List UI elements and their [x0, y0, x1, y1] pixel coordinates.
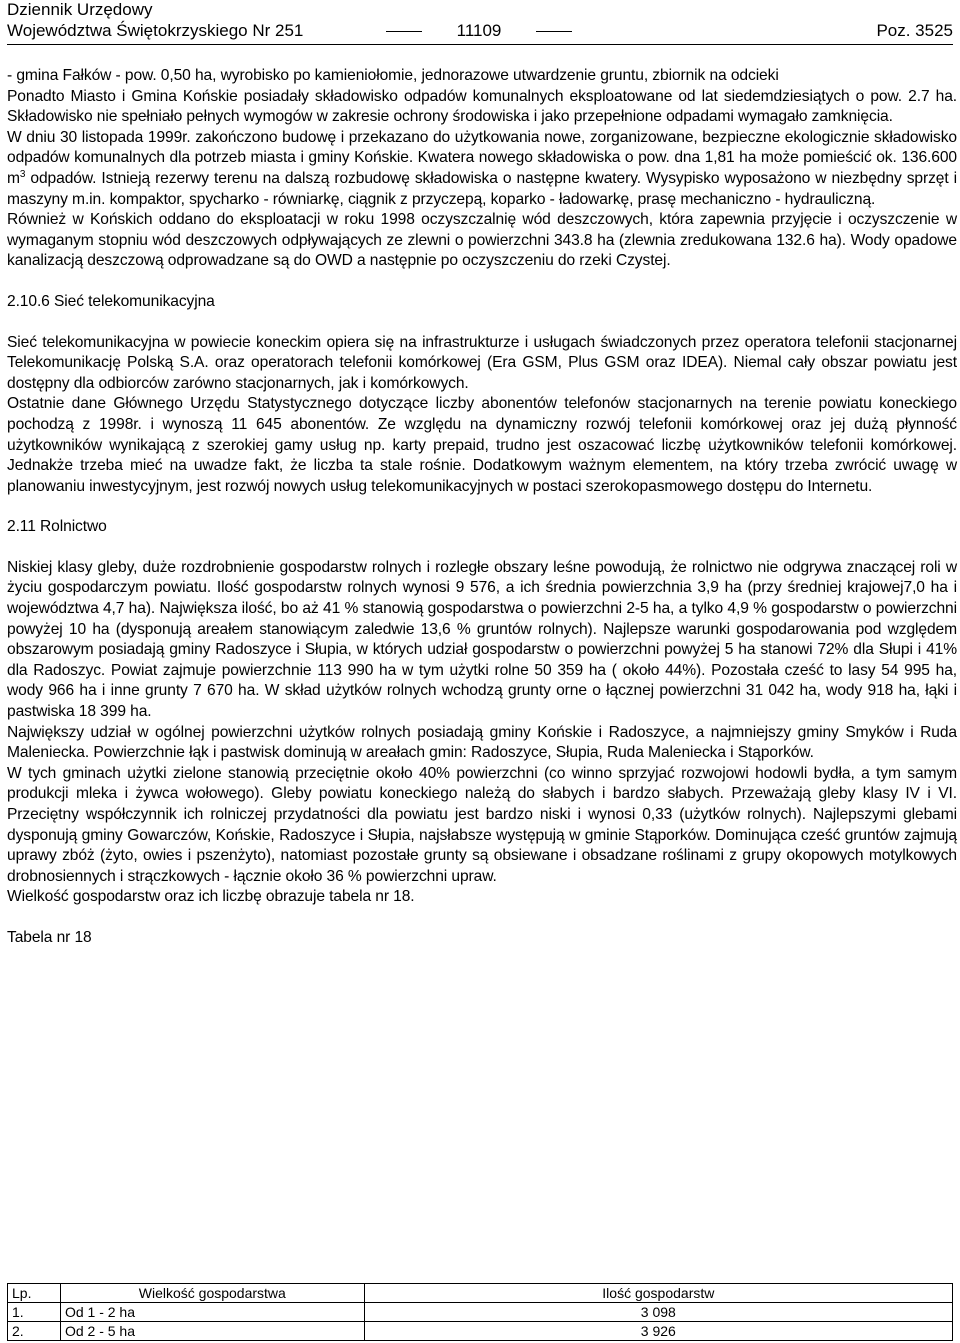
paragraph-agricultural-land: Największy udział w ogólnej powierzchni użytków rolnych posiadają gminy Końskie i Radoszyce, a najmniejszy gminy Smyków i Ruda Maleniecka. Powierzchnie łąk i pastwisk dominują w areałach gmin: Radoszyce, Słupia, Ruda Maleniecka i Stąporków.	[7, 723, 957, 762]
paragraph-falkow: - gmina Fałków - pow. 0,50 ha, wyrobisko po kamieniołomie, jednorazowe utwardzenie gruntu, zbiornik na odcieki	[7, 67, 779, 84]
paragraph-agriculture-overview: Niskiej klasy gleby, duże rozdrobnienie gospodarstw rolnych i rozległe obszary leśne powodują, że rolnictwo nie odgrywa znaczącej roli w życiu gospodarczym powiatu. Ilość gospodarstw rolnych wynosi 9 576, a ich średnia powierzchnia 3,9 ha (przy średniej krajowej7,0 ha i województwa 4,7 ha). Największa ilość, bo aż 41 % stanowią gospodarstwa o powierzchni 2-5 ha, a tylko 4,9 % gospodarstw o powierzchni powyżej 10 ha (dysponują areałem stanowiącym zaledwie 13,6 % gruntów rolnych). Najlepsze warunki gospodarowania pod względem obszarowym posiadają gminy Radoszyce i Słupia, w których udział gospodarstw o powierzchni powyżej 5 ha stanowi 72% dla Słupi i 41% dla Radoszyc. Powiat zajmuje powierzchnie 113 990 ha w tym użytki rolne 50 359 ha ( około 44%). Pozostała cześć to lasy 54 995 ha, wody 966 ha i inne grunty 7 670 ha. W skład użytków rolnych wchodzą grunty orne o łącznej powierzchni 31 042 ha, wody 918 ha, łąki i pastwiska 18 399 ha.	[7, 558, 957, 721]
table-cell-farm-count: 3 926	[364, 1322, 952, 1341]
table-caption: Tabela nr 18	[7, 928, 92, 946]
table-cell-lp: 1.	[8, 1303, 61, 1322]
running-header	[7, 20, 953, 42]
paragraph-new-landfill	[7, 128, 957, 210]
cubic-superscript: 3	[19, 168, 26, 180]
column-header-farm-size: Wielkość gospodarstwa	[60, 1284, 364, 1303]
farm-size-table	[7, 1283, 953, 1341]
table-row	[8, 1322, 953, 1341]
table-cell-farm-size: Od 2 - 5 ha	[60, 1322, 364, 1341]
journal-title: Dziennik Urzędowy	[7, 0, 153, 19]
table-row	[8, 1303, 953, 1322]
paragraph-telecom-stats: Ostatnie dane Głównego Urzędu Statystycznego dotyczące liczby abonentów telefonów stacjonarnych na terenie powiatu koneckiego pochodzą z 1998r. i wynoszą 11 645 abonentów. Ze względu na dynamiczny rozwój telefonii komórkowej oraz jej dużą płynność użytkowników wynikającą z szerokiej gamy usług np. karty prepaid, trudno jest oszacować liczbę użytkowników telefonii komórkowej. Jednakże trzeba mieć na uwadze fakt, że liczba ta stale rośnie. Dodatkowym ważnym elementem, na który trzeba zwrócić uwagę w planowaniu inwestycyjnym, jest rozwój nowych usług telekomunikacyjnych w postaci szerokopasmowego dostępu do Internetu.	[7, 395, 957, 495]
header-divider	[7, 44, 953, 45]
table-cell-farm-size: Od 1 - 2 ha	[60, 1303, 364, 1322]
section-heading-agriculture: 2.11 Rolnictwo	[7, 518, 107, 536]
page-number: 11109	[424, 20, 534, 42]
section-heading-telecom: 2.10.6 Sieć telekomunikacyjna	[7, 292, 215, 310]
paragraph-table-intro: Wielkość gospodarstw oraz ich liczbę obrazuje tabela nr 18.	[7, 888, 415, 906]
paragraph-new-landfill-part1: W dniu 30 listopada 1999r. zakończono budowę i przekazano do użytkowania nowe, zorganizowane, bezpieczne ekologicznie składowisko odpadów komunalnych dla potrzeb miasta i gminy Końskie. Kwatera nowego składowiska o pow. dna 1,81 ha może pomieścić ok. 136.600 m	[7, 128, 957, 187]
paragraph-treatment-plant: Również w Końskich oddano do eksploatacji w roku 1998 oczyszczalnię wód deszczowych, która zapewnia przyjęcie i oczyszczenie w wymaganym stopniu wód deszczowych odpływających ze zlewni o powierzchni 343.8 ha (zlewnia zredukowana 132.6 ha). Wody opadowe kanalizacją deszczową odprowadzane są do OWD a następnie po oczyszczeniu do rzeki Czystej.	[7, 211, 957, 270]
column-header-farm-count: Ilość gospodarstw	[364, 1284, 952, 1303]
column-header-lp: Lp.	[8, 1284, 61, 1303]
paragraph-telecom-network: Sieć telekomunikacyjna w powiecie koneckim opiera się na infrastrukturze i usługach świadczonych przez operatora telefonii stacjonarnej Telekomunikację Polską S.A. oraz operatorach telefonii komórkowej (Era GSM, Plus GSM oraz IDEA). Niemal cały obszar powiatu jest dostępny dla odbiorców zarówno stacjonarnych, jak i komórkowych.	[7, 333, 957, 392]
position-number: Poz. 3525	[876, 21, 953, 40]
table-cell-lp: 2.	[8, 1322, 61, 1341]
paragraph-new-landfill-part2: odpadów. Istnieją rezerwy terenu na dalszą rozbudowę składowiska o następne kwatery. Wysypisko wyposażono w niezbędny sprzęt i maszyny m.in. kompaktor, spycharko - równiarkę, ciągnik z przyczepą, koparko - ładowarkę, prasę mechaniczno - hydrauliczną.	[7, 169, 957, 208]
paragraph-soil-quality: W tych gminach użytki zielone stanowią przeciętnie około 40% powierzchni (co winno sprzyjać rozwojowi hodowli bydła, a tym samym produkcji mleka i żywca wołowego). Gleby powiatu koneckiego należą do słabych i bardzo słabych. Przeważają gleby klasy IV i VI. Przeciętny współczynnik ich rolniczej przydatności dla powiatu jest bardzo niski i wynosi 0,33 (użytków rolnych). Najlepszymi glebami dysponują gminy Gowarczów, Końskie, Radoszyce i Słupia, najsłabsze występują w gminie Stąporków. Dominująca cześć gruntów zajmują uprawy zbóż (żyto, owies i pszenżyto), natomiast pozostałe grunty są obsiewane i obsadzane roślinami z grupy okopowych motylkowych drobnosiennych i strączkowych - łącznie około 36 % powierzchni upraw.	[7, 764, 957, 885]
table-header-row	[8, 1284, 953, 1303]
journal-name: Województwa Świętokrzyskiego Nr 251	[7, 21, 304, 40]
table-cell-farm-count: 3 098	[364, 1303, 952, 1322]
document-body	[7, 66, 957, 949]
paragraph-old-landfill: Ponadto Miasto i Gmina Końskie posiadały składowisko odpadów komunalnych eksploatowane od lat siedemdziesiątych o pow. 2.7 ha. Składowisko nie spełniało pełnych wymogów w zakresie ochrony środowiska i jako przepełnione odpadami wymagało zamknięcia.	[7, 87, 957, 126]
